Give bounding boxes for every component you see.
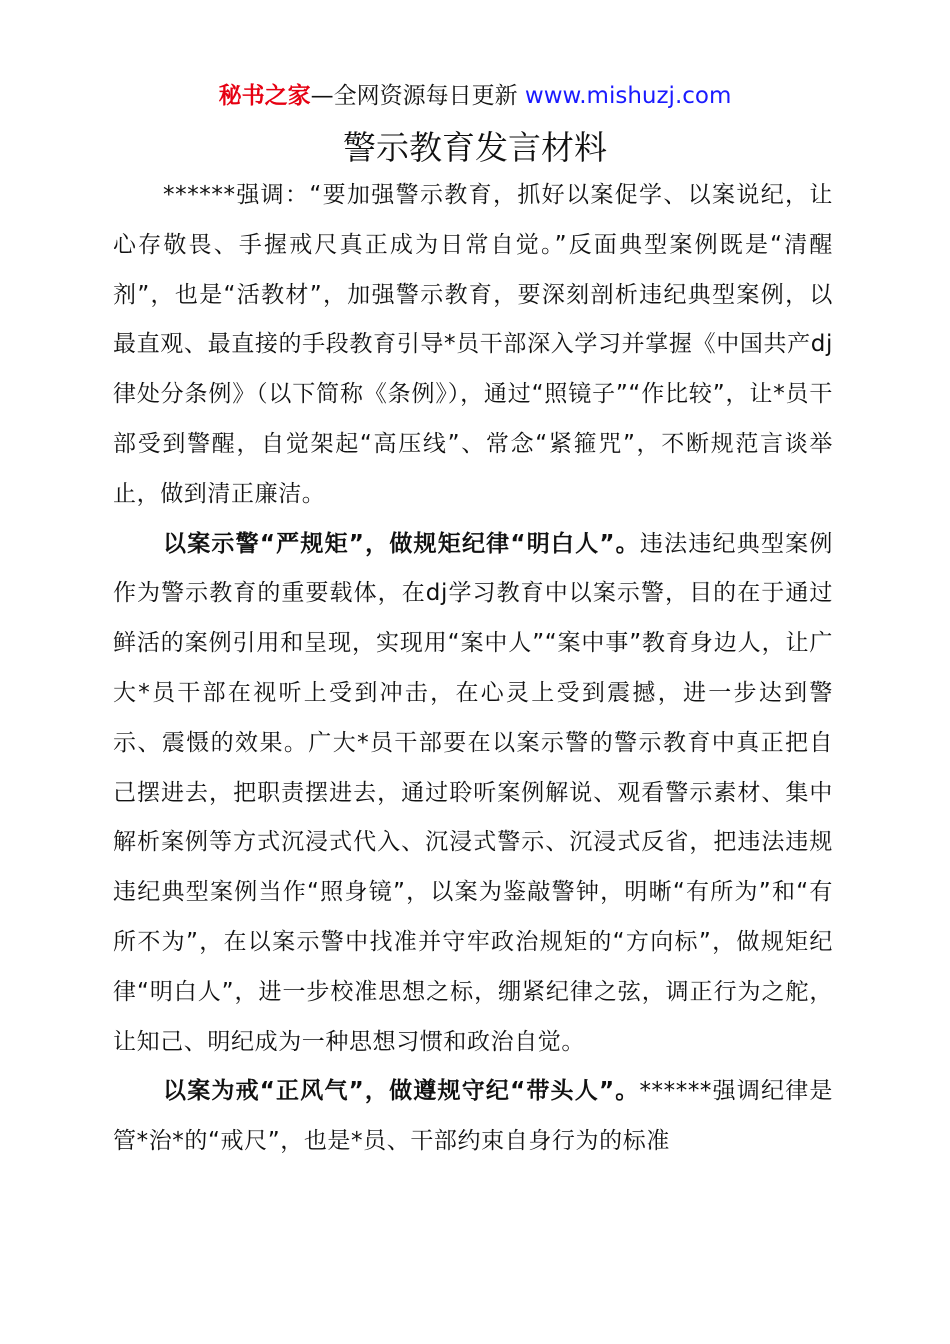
document-body [113, 171, 833, 1167]
site-header [0, 80, 950, 112]
paragraph-lead: 以案为戒“正风气”，做遵规守纪“带头人”。 [163, 1078, 640, 1105]
paragraph-intro [113, 171, 833, 520]
document-title: 警示教育发言材料 [343, 128, 607, 167]
paragraph-text: ******强调：“要加强警示教育，抓好以案促学、以案说纪，让心存敬畏、手握戒尺真正成为日常自觉。”反面典型案例既是“清醒剂”，也是“活教材”，加强警示教育，要深刻剖析违纪典型案例，以最直观、最直接的手段教育引导*员干部深入学习并掌握《中国共产dj律处分条例》（以下简称《条例》），通过“照镜子”“作比较”，让*员干部受到警醒，自觉架起“高压线”、常念“紧箍咒”，不断规范言谈举止，做到清正廉洁。 [113, 182, 833, 507]
site-url-link[interactable]: www.mishuzj.com [524, 83, 732, 109]
header-tagline: —全网资源每日更新 [310, 83, 525, 109]
paragraph-section-1 [113, 520, 833, 1068]
brand-name: 秘书之家 [218, 83, 311, 109]
paragraph-section-2 [113, 1067, 833, 1167]
paragraph-lead: 以案示警“严规矩”，做规矩纪律“明白人”。 [163, 530, 640, 557]
paragraph-text: ******强调纪律是管*治*的“戒尺”，也是*员、干部约束自身行为的标准 [113, 1078, 833, 1155]
paragraph-text: 违法违纪典型案例作为警示教育的重要载体，在dj学习教育中以案示警，目的在于通过鲜活的案例引用和呈现，实现用“案中人”“案中事”教育身边人，让广大*员干部在视听上受到冲击，在心灵上受到震撼，进一步达到警示、震慑的效果。广大*员干部要在以案示警的警示教育中真正把自己摆进去，把职责摆进去，通过聆听案例解说、观看警示素材、集中解析案例等方式沉浸式代入、沉浸式警示、沉浸式反省，把违法违规违纪典型案例当作“照身镜”，以案为鉴敲警钟，明晰“有所为”和“有所不为”，在以案示警中找准并守牢政治规矩的“方向标”，做规矩纪律“明白人”，进一步校准思想之标，绷紧纪律之弦，调正行为之舵，让知己、明纪成为一种思想习惯和政治自觉。 [113, 530, 833, 1055]
